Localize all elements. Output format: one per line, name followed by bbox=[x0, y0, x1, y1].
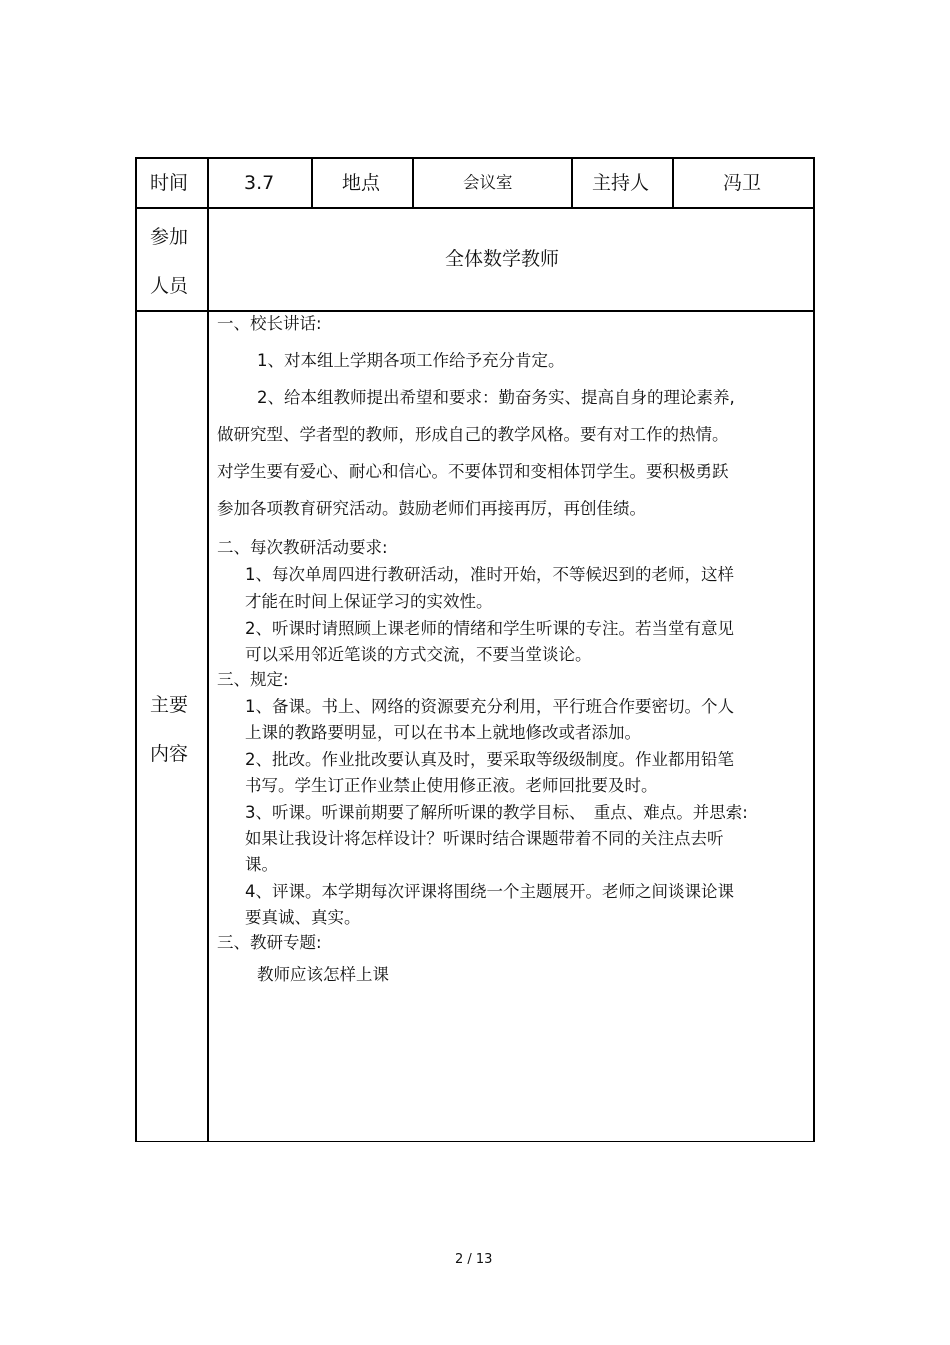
section-heading: 三、规定: bbox=[217, 670, 289, 689]
content-line: 3、听课。听课前期要了解所听课的教学目标、 重点、难点。并思索: bbox=[245, 803, 748, 822]
content-line: 课。 bbox=[245, 855, 278, 874]
content-line: 要真诚、真实。 bbox=[245, 908, 361, 927]
content-line: 教师应该怎样上课 bbox=[257, 965, 389, 984]
content-line: 做研究型、学者型的教师，形成自己的教学风格。要有对工作的热情。 bbox=[217, 425, 729, 444]
content-line: 2、给本组教师提出希望和要求：勤奋务实、提高自身的理论素养, bbox=[257, 388, 735, 407]
participants-label-line2: 人员 bbox=[150, 275, 189, 297]
table-right-border bbox=[813, 157, 815, 1142]
participants-label-line1: 参加 bbox=[150, 226, 189, 248]
section-heading: 一、校长讲话: bbox=[217, 314, 322, 333]
content-line: 1、每次单周四进行教研活动，准时开始，不等候迟到的老师，这样 bbox=[245, 565, 734, 584]
content-line: 1、对本组上学期各项工作给予充分肯定。 bbox=[257, 351, 565, 370]
content-line: 参加各项教育研究活动。鼓励老师们再接再厉，再创佳绩。 bbox=[217, 499, 646, 518]
time-value: 3.7 bbox=[244, 172, 275, 194]
content-line: 才能在时间上保证学习的实效性。 bbox=[245, 592, 493, 611]
content-line: 上课的教路要明显，可以在书本上就地修改或者添加。 bbox=[245, 723, 641, 742]
host-label: 主持人 bbox=[592, 172, 650, 194]
header-divider-2 bbox=[412, 157, 414, 208]
page-number: 2 / 13 bbox=[455, 1252, 493, 1267]
place-value: 会议室 bbox=[463, 173, 513, 192]
row2-bottom-border bbox=[135, 310, 815, 312]
place-label: 地点 bbox=[342, 172, 381, 194]
label-column-border bbox=[207, 157, 209, 1142]
section-heading: 二、每次教研活动要求: bbox=[217, 538, 388, 557]
content-line: 如果让我设计将怎样设计？听课时结合课题带着不同的关注点去听 bbox=[245, 829, 724, 848]
content-line: 书写。学生订正作业禁止使用修正液。老师回批要及时。 bbox=[245, 776, 658, 795]
participants-value: 全体数学教师 bbox=[445, 248, 560, 270]
content-line: 2、批改。作业批改要认真及时，要采取等级级制度。作业都用铅笔 bbox=[245, 750, 734, 769]
table-left-border bbox=[135, 157, 137, 1142]
content-line: 可以采用邻近笔谈的方式交流，不要当堂谈论。 bbox=[245, 645, 592, 664]
main-content-label-line2: 内容 bbox=[150, 743, 189, 765]
header-divider-3 bbox=[571, 157, 573, 208]
host-value: 冯卫 bbox=[723, 172, 762, 194]
header-divider-4 bbox=[672, 157, 674, 208]
content-line: 1、备课。书上、网络的资源要充分利用，平行班合作要密切。个人 bbox=[245, 697, 734, 716]
content-line: 4、评课。本学期每次评课将围绕一个主题展开。老师之间谈课论课 bbox=[245, 882, 734, 901]
header-divider-1 bbox=[311, 157, 313, 208]
content-line: 2、听课时请照顾上课老师的情绪和学生听课的专注。若当堂有意见 bbox=[245, 619, 734, 638]
content-line: 对学生要有爱心、耐心和信心。不要体罚和变相体罚学生。要积极勇跃 bbox=[217, 462, 729, 481]
table-top-border bbox=[135, 157, 815, 159]
main-content-label-line1: 主要 bbox=[150, 694, 189, 716]
section-heading: 三、教研专题: bbox=[217, 933, 322, 952]
time-label: 时间 bbox=[150, 172, 189, 194]
table-bottom-border bbox=[135, 1141, 815, 1142]
row1-bottom-border bbox=[135, 207, 815, 209]
